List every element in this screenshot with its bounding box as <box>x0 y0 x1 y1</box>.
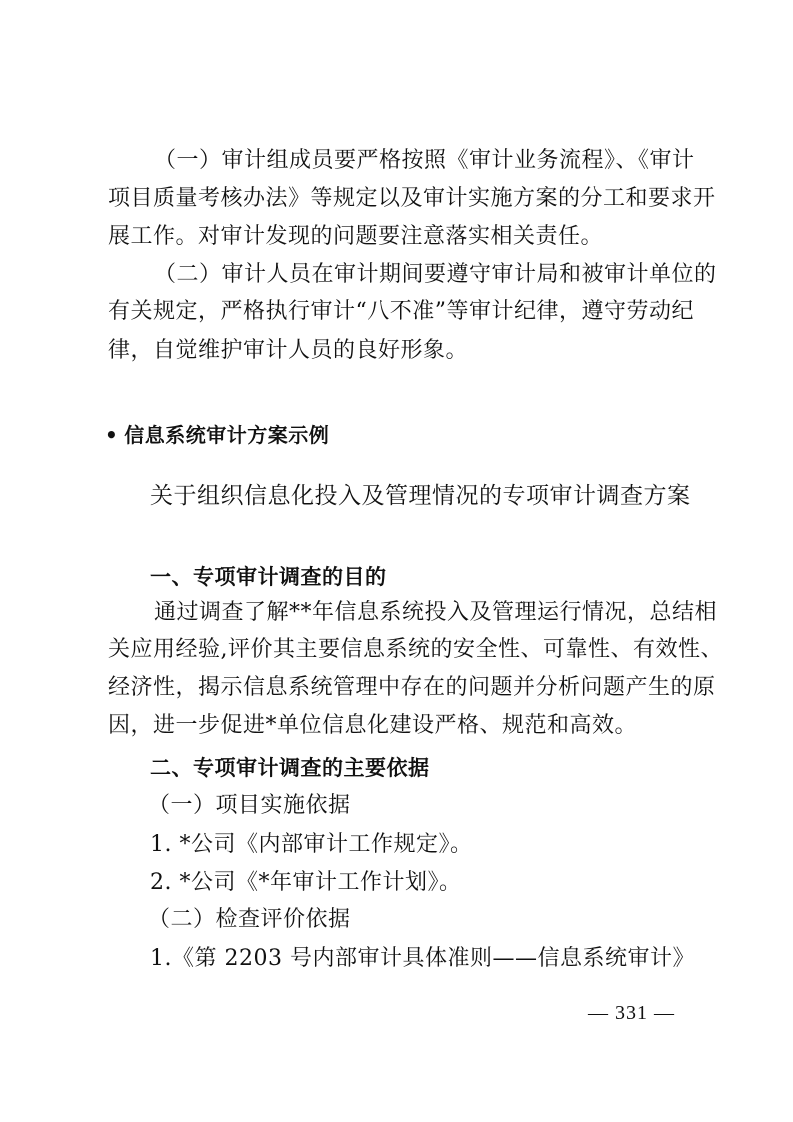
paragraph-2-line-3: 律，自觉维护审计人员的良好形象。 <box>108 338 469 363</box>
paragraph-2-line-2: 有关规定，严格执行审计“八不准”等审计纪律，遵守劳动纪 <box>108 299 694 324</box>
part-1-line-1: 通过调查了解**年信息系统投入及管理运行情况，总结相 <box>154 600 718 625</box>
paragraph-1-line-2: 项目质量考核办法》等规定以及审计实施方案的分工和要求开 <box>108 186 716 211</box>
page-number: — 331 — <box>588 1002 675 1024</box>
part-1-line-3: 经济性，揭示信息系统管理中存在的问题并分析问题产生的原 <box>108 675 716 700</box>
document-title: 关于组织信息化投入及管理情况的专项审计调查方案 <box>150 483 691 509</box>
paragraph-1-line-1: （一）审计组成员要严格按照《审计业务流程》、《审计 <box>154 148 695 173</box>
part-2-heading: 二、专项审计调查的主要依据 <box>150 756 430 780</box>
part-1-line-2: 关应用经验,评价其主要信息系统的安全性、可靠性、有效性、 <box>108 637 723 662</box>
part-2-subheading-1: （一）项目实施依据 <box>148 793 351 818</box>
part-2-subheading-2: （二）检查评价依据 <box>148 907 351 932</box>
part-2-item-2: 2. *公司《*年审计工作计划》。 <box>150 870 462 895</box>
part-2-item-3: 1.《第 2203 号内部审计具体准则——信息系统审计》 <box>150 946 695 971</box>
part-1-heading: 一、专项审计调查的目的 <box>150 565 387 589</box>
part-1-line-4: 因，进一步促进*单位信息化建设严格、规范和高效。 <box>108 713 638 738</box>
bullet-icon: • <box>105 423 119 447</box>
part-2-item-1: 1. *公司《内部审计工作规定》。 <box>150 832 473 857</box>
section-title-text: 信息系统审计方案示例 <box>124 423 330 447</box>
section-title <box>105 420 689 450</box>
paragraph-2-line-1: （二）审计人员在审计期间要遵守审计局和被审计单位的 <box>154 262 717 287</box>
paragraph-1-line-3: 展工作。对审计发现的问题要注意落实相关责任。 <box>108 224 604 249</box>
